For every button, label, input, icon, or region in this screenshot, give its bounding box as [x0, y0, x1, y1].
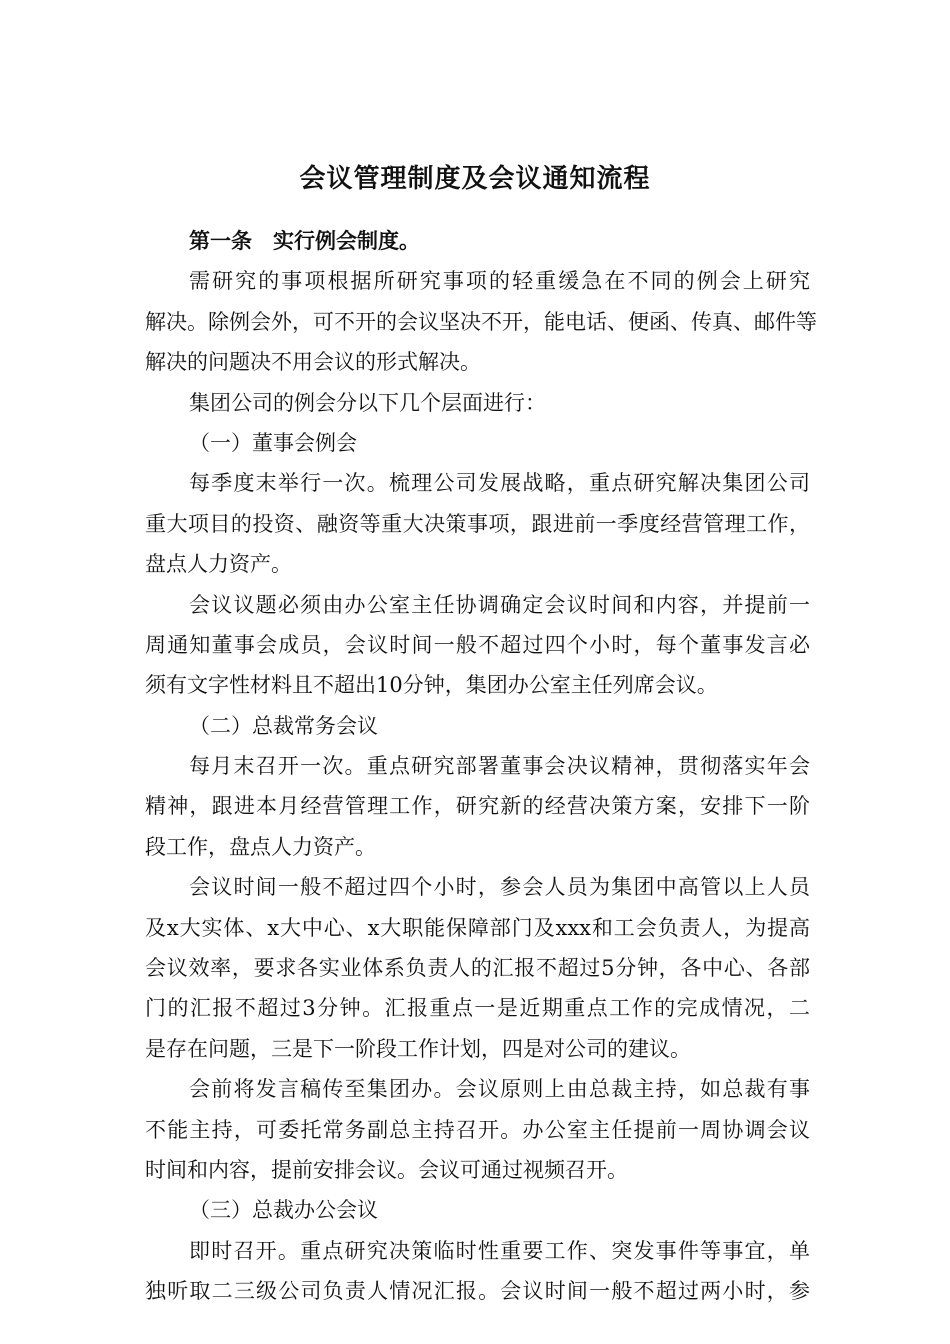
paragraph-line: 会议时间一般不超过四个小时，参会人员为集团中高管以上人员: [189, 875, 810, 900]
section-heading: （二）总裁常务会议: [189, 713, 378, 738]
paragraph-line: 每月末召开一次。重点研究部署董事会决议精神，贯彻落实年会: [189, 754, 810, 779]
paragraph-line: 会前将发言稿传至集团办。会议原则上由总裁主持，如总裁有事: [189, 1077, 810, 1102]
paragraph-line: 集团公司的例会分以下几个层面进行：: [189, 390, 546, 415]
paragraph-line: 周通知董事会成员，会议时间一般不超过四个小时，每个董事发言必: [145, 632, 810, 657]
paragraph-line: 解决。除例会外，可不开的会议坚决不开，能电话、便函、传真、邮件等: [145, 309, 817, 334]
section-heading: （三）总裁办公会议: [189, 1198, 378, 1223]
paragraph-line: 须有文字性材料且不超出10分钟，集团办公室主任列席会议。: [145, 673, 718, 698]
section-heading: （一）董事会例会: [189, 430, 357, 455]
paragraph-line: 盘点人力资产。: [145, 552, 292, 577]
paragraph-line: 即时召开。重点研究决策临时性重要工作、突发事件等事宜，单: [189, 1238, 810, 1263]
paragraph-line: 需研究的事项根据所研究事项的轻重缓急在不同的例会上研究: [189, 269, 810, 294]
paragraph-line: 解决的问题决不用会议的形式解决。: [145, 350, 481, 375]
paragraph-line: 时间和内容，提前安排会议。会议可通过视频召开。: [145, 1157, 628, 1182]
article-heading: 第一条 实行例会制度。: [189, 228, 420, 253]
paragraph-line: 及x大实体、x大中心、x大职能保障部门及xxx和工会负责人，为提高: [145, 915, 810, 940]
document-title: 会议管理制度及会议通知流程: [299, 164, 651, 194]
paragraph-line: 重大项目的投资、融资等重大决策事项，跟进前一季度经营管理工作，: [145, 511, 810, 536]
document-body: [145, 221, 817, 1312]
paragraph-line: 每季度末举行一次。梳理公司发展战略，重点研究解决集团公司: [189, 471, 810, 496]
paragraph-line: 段工作，盘点人力资产。: [145, 834, 376, 859]
paragraph-line: 精神，跟进本月经营管理工作，研究新的经营决策方案，安排下一阶: [145, 794, 810, 819]
paragraph-line: 门的汇报不超过3分钟。汇报重点一是近期重点工作的完成情况，二: [145, 996, 810, 1021]
paragraph-line: 不能主持，可委托常务副总主持召开。办公室主任提前一周协调会议: [145, 1117, 810, 1142]
paragraph-line: 是存在问题，三是下一阶段工作计划，四是对公司的建议。: [145, 1036, 691, 1061]
paragraph-line: 独听取二三级公司负责人情况汇报。会议时间一般不超过两小时，参: [145, 1279, 810, 1304]
paragraph-line: 会议效率，要求各实业体系负责人的汇报不超过5分钟，各中心、各部: [145, 956, 810, 981]
paragraph-line: 会议议题必须由办公室主任协调确定会议时间和内容，并提前一: [189, 592, 810, 617]
